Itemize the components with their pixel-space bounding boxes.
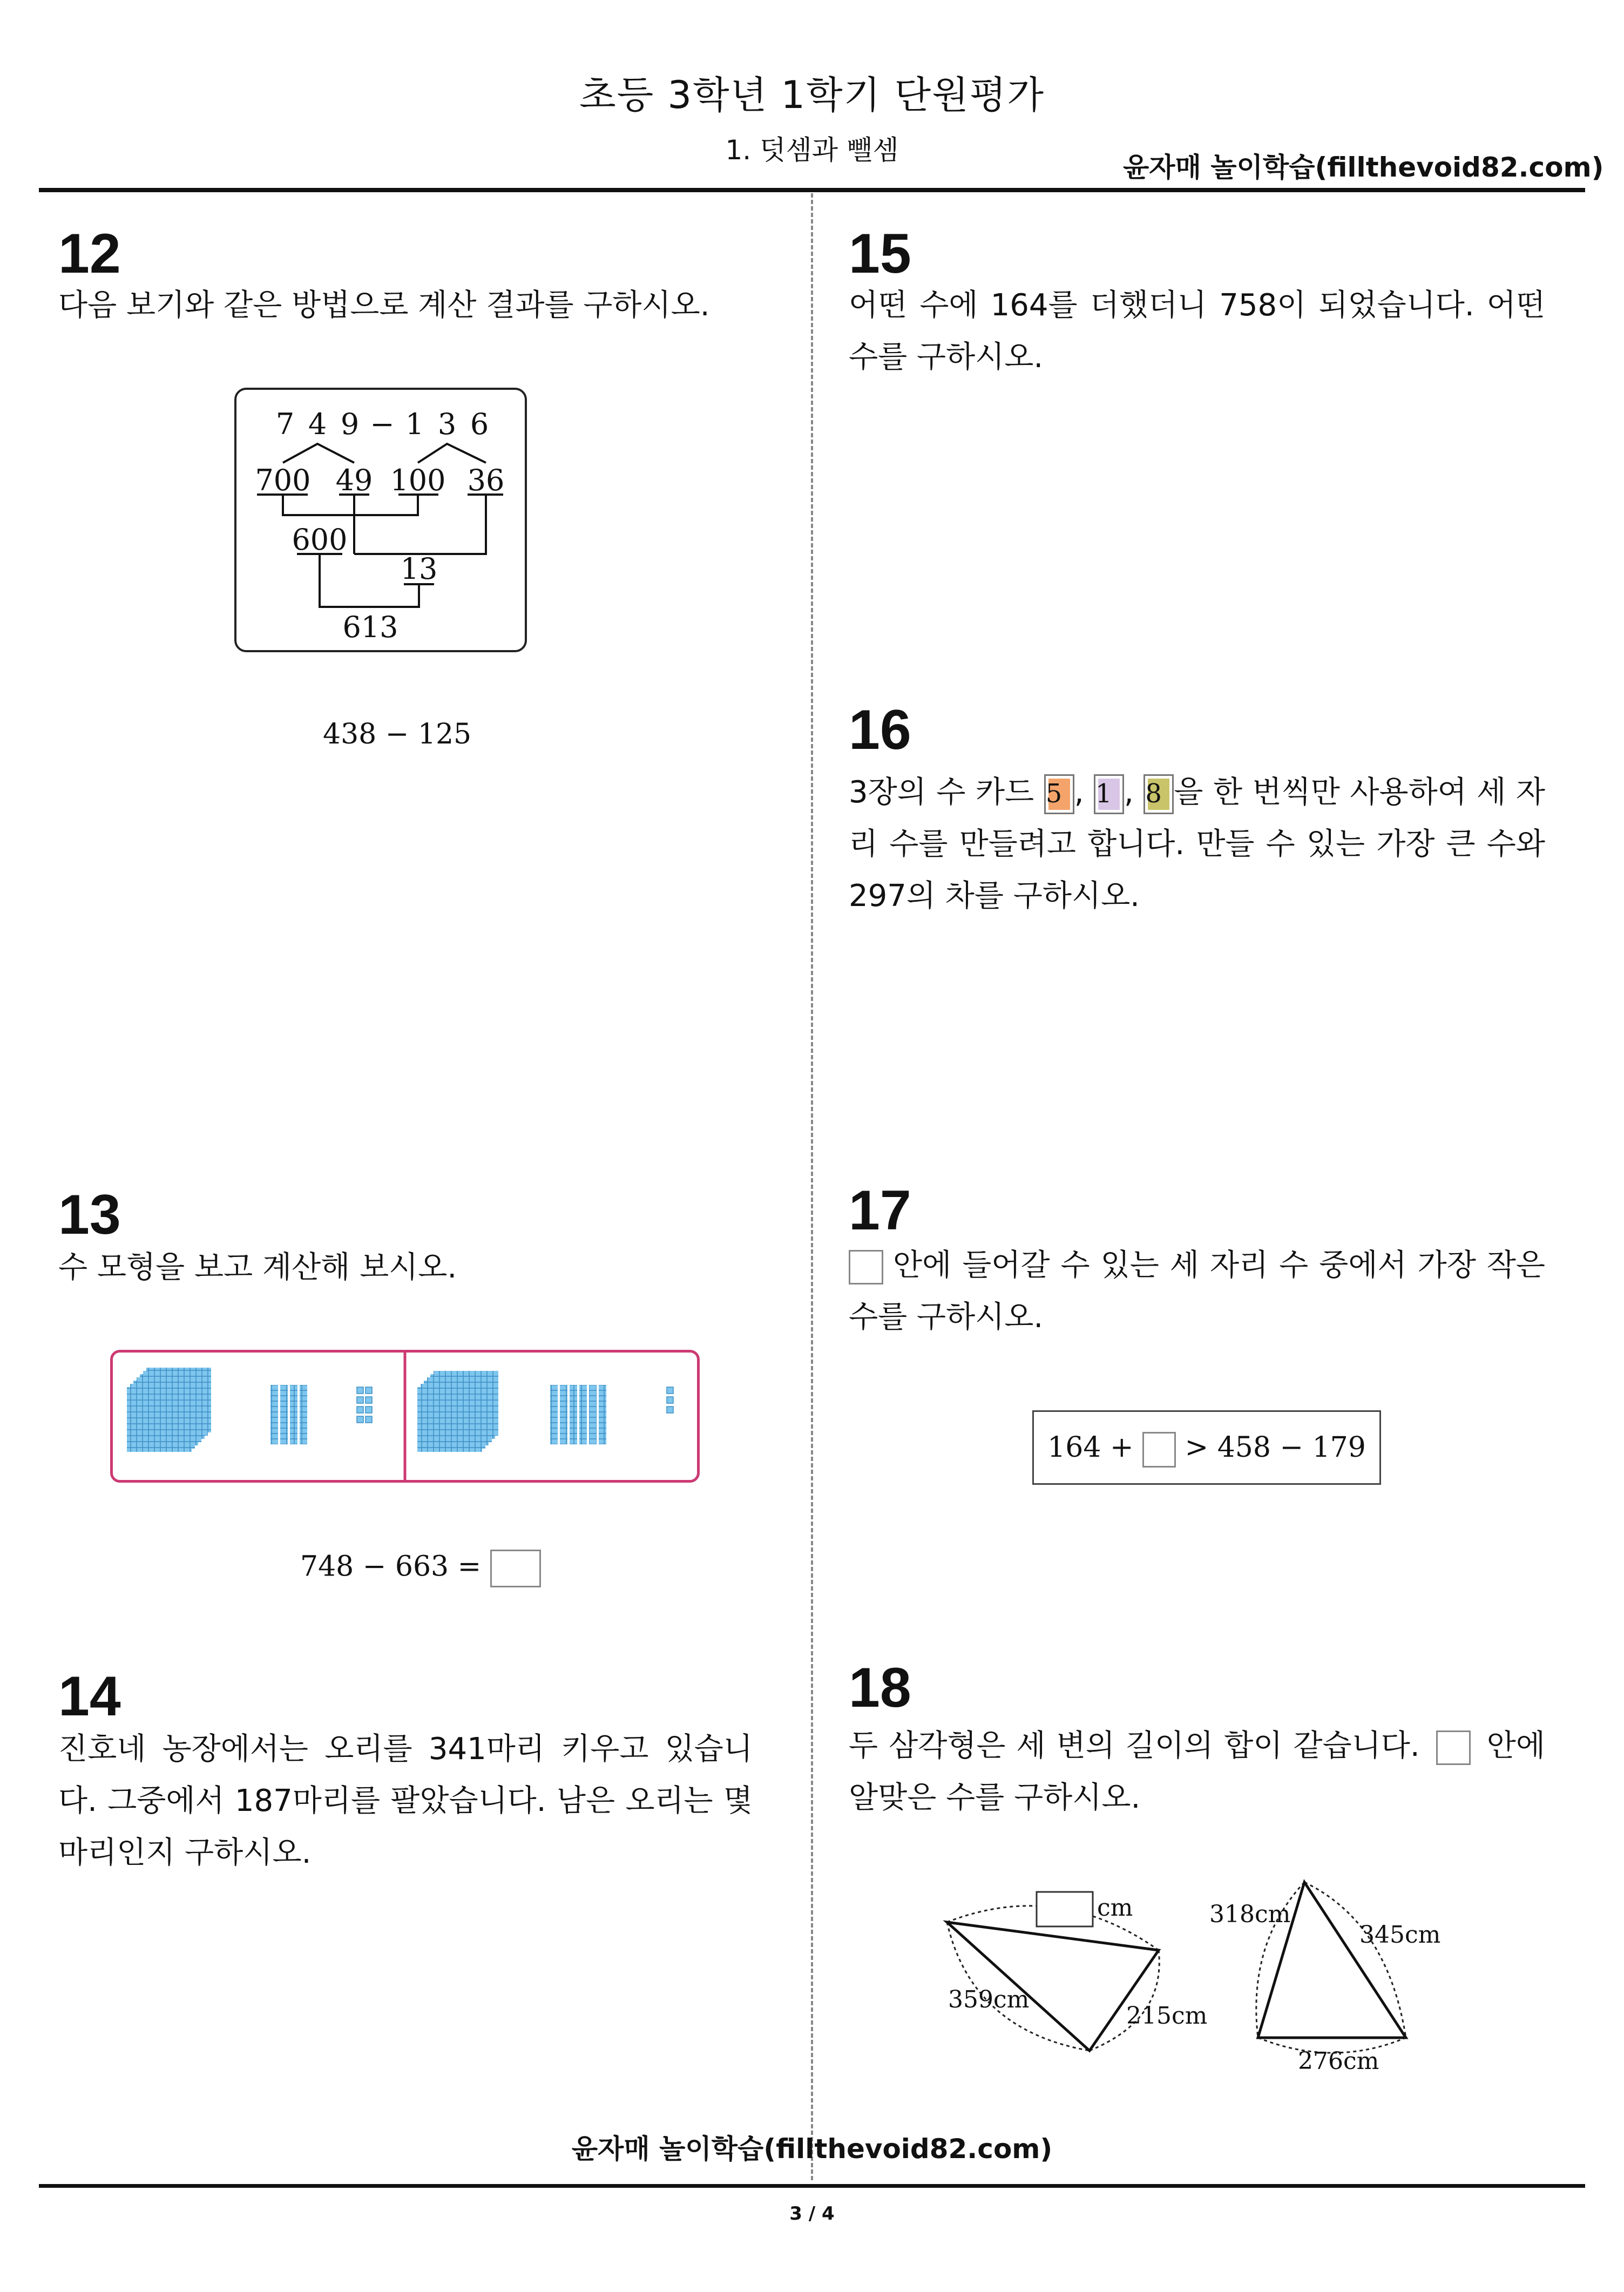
hundreds-blocks-left: [127, 1368, 211, 1452]
page-title: 초등 3학년 1학기 단원평가: [579, 73, 1045, 117]
answer-box-18[interactable]: [1037, 1892, 1093, 1926]
number-card-1: 1: [1094, 774, 1124, 814]
tri2-left-side: 318cm: [1209, 1901, 1291, 1928]
expr-digit: 7: [275, 407, 295, 441]
tri1-right-side: 215cm: [1126, 2002, 1208, 2030]
number-blocks: [113, 1353, 697, 1480]
tri2-bottom-side: 276cm: [1298, 2047, 1379, 2075]
question-number-18: 18: [849, 1657, 911, 1719]
part-700: 700: [255, 463, 311, 497]
page-number: 3 / 4: [789, 2203, 835, 2225]
number-card-8: 8: [1143, 774, 1174, 814]
tens-rods-left: [270, 1385, 307, 1444]
expr-digit: 9: [340, 407, 360, 441]
mid-13: 13: [400, 552, 438, 586]
problem-13-expr: 748 − 663 =: [300, 1550, 482, 1583]
inequality-box: [1032, 1410, 1381, 1485]
hundreds-blocks-right: [417, 1371, 498, 1452]
q16-text-after: 을 한 번씩만 사용하여 세 자리 수를 만들려고 합니다. 만들 수 있는 가장 큰 수와 297의 차를 구하시오.: [849, 775, 1545, 914]
question-text-16: 3장의 수 카드 5 , 1 , 8 을 한 번씩만 사용하여 세 자리 수를 만들려고 합니다. 만들 수 있는 가장 큰 수와 297의 차를 구하시오.: [849, 775, 1545, 914]
triangles-figure: [939, 1879, 1522, 2084]
part-36: 36: [467, 463, 505, 497]
question-number-16: 16: [849, 699, 911, 761]
tri1-left-side: 359cm: [948, 1986, 1030, 2013]
footer-brand: 윤자매 놀이학습(fillthevoid82.com): [571, 2133, 1053, 2165]
question-text-18: [849, 1720, 1545, 1824]
problem-12: 438 − 125: [323, 718, 472, 751]
q16-text-before: 3장의 수 카드: [849, 775, 1034, 810]
ones-cubes-left: [357, 1387, 372, 1423]
tens-rods-right: [550, 1385, 606, 1444]
question-text-12: 다음 보기와 같은 방법으로 계산 결과를 구하시오.: [58, 288, 710, 323]
tri2-right-side: 345cm: [1359, 1921, 1441, 1949]
result-613: 613: [342, 610, 398, 644]
question-text-14: 진호네 농장에서는 오리를 341마리 키우고 있습니다. 그중에서 187마리를 팔았습니다. 남은 오리는 몇 마리인지 구하시오.: [58, 1732, 753, 1870]
question-text-17: [849, 1240, 1545, 1343]
question-number-14: 14: [58, 1665, 121, 1728]
unit-subtitle: 1. 덧셈과 뺄셈: [725, 134, 899, 166]
expr-digit: 4: [308, 407, 327, 441]
expr-operator: −: [370, 407, 395, 441]
inequality-left: 164 +: [1047, 1431, 1134, 1464]
column-divider: [811, 193, 813, 2180]
question-text-15: 어떤 수에 164를 더했더니 758이 되었습니다. 어떤 수를 구하시오.: [849, 288, 1545, 375]
ones-cubes-right: [667, 1387, 673, 1413]
number-blocks-panel: [110, 1350, 700, 1483]
decomposition-diagram: [236, 390, 525, 650]
q18-text-before: 두 삼각형은 세 변의 길이의 합이 같습니다.: [849, 1728, 1420, 1763]
q18-text-after: 안에 알맞은 수를 구하시오.: [849, 1728, 1545, 1815]
blank-box-17[interactable]: [849, 1250, 883, 1284]
example-box: [234, 388, 527, 652]
expr-digit: 3: [437, 407, 457, 441]
header-rule: [39, 188, 1585, 192]
blank-box-18[interactable]: [1436, 1730, 1471, 1765]
mid-600: 600: [292, 523, 348, 557]
expr-digit: 6: [470, 407, 489, 441]
question-number-17: 17: [849, 1179, 911, 1242]
q17-text: 안에 들어갈 수 있는 세 자리 수 중에서 가장 작은 수를 구하시오.: [849, 1248, 1545, 1335]
question-number-13: 13: [58, 1184, 121, 1246]
part-49: 49: [335, 463, 373, 497]
part-100: 100: [390, 463, 446, 497]
expr-digit: 1: [405, 407, 424, 441]
answer-box-13[interactable]: [490, 1550, 541, 1587]
problem-13: [300, 1550, 541, 1587]
question-number-12: 12: [58, 222, 121, 285]
answer-box-17[interactable]: [1142, 1432, 1176, 1468]
footer-rule: [39, 2184, 1585, 2188]
question-text-13: 수 모형을 보고 계산해 보시오.: [58, 1250, 457, 1285]
inequality-right: > 458 − 179: [1185, 1431, 1366, 1464]
question-number-15: 15: [849, 222, 911, 285]
header-brand: 윤자매 놀이학습(fillthevoid82.com): [1123, 152, 1604, 183]
number-card-5: 5: [1044, 774, 1074, 814]
tri1-top-unit: cm: [1097, 1894, 1133, 1922]
